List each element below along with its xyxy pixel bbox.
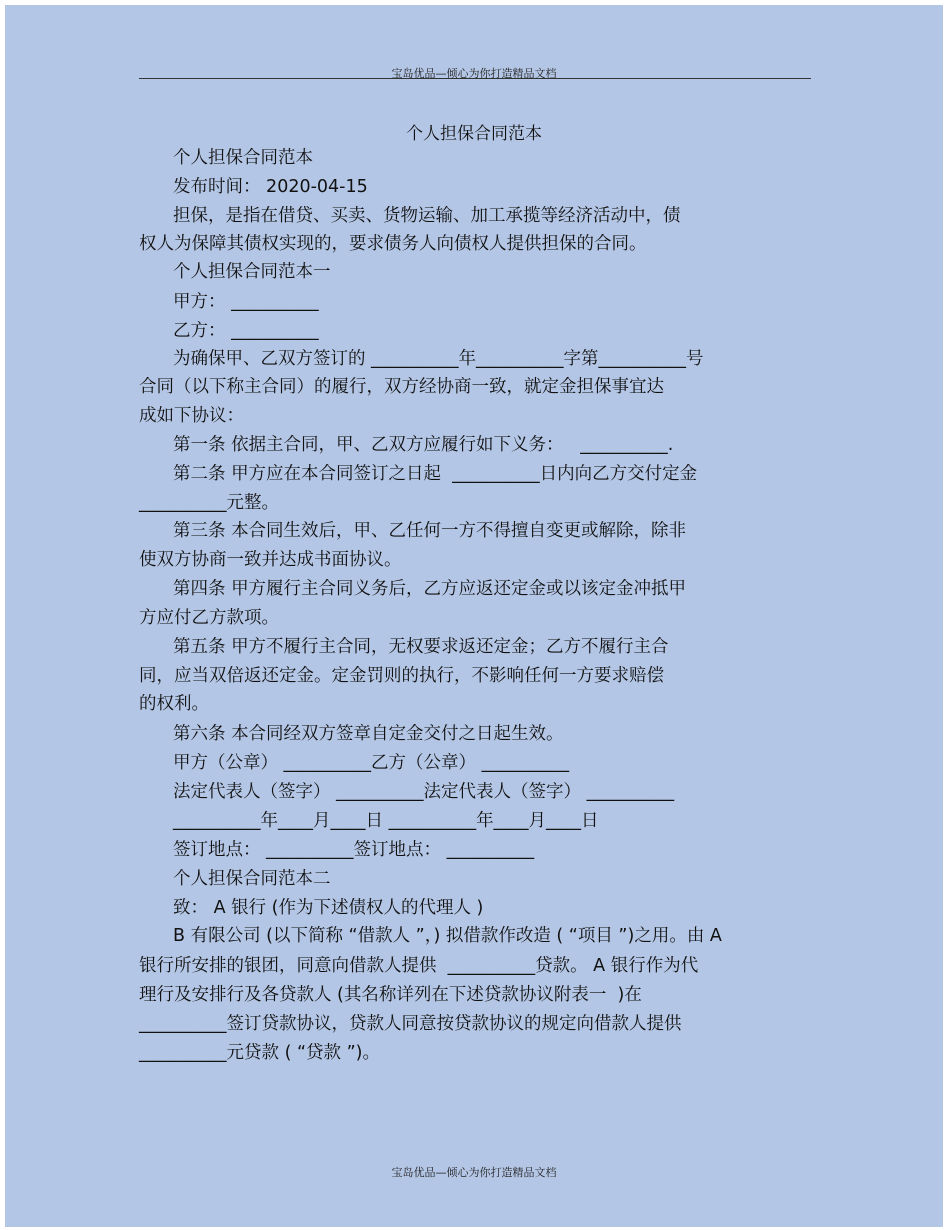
article-line: 第四条 甲方履行主合同义务后，乙方应返还定金或以该定金冲抵甲 [173,579,687,599]
article-line: 第二条 甲方应在本合同签订之日起 __________日内向乙方交付定金 [173,464,698,484]
paragraph-line: 成如下协议： [139,406,244,426]
document-page [5,5,943,1227]
signature-line: 甲方（公章） __________乙方（公章） __________ [173,753,570,773]
article-line: 方应付乙方款项。 [139,608,279,628]
paragraph-line: __________元贷款 ( “贷款 ”)。 [139,1043,380,1063]
article-line: 的权利。 [139,694,209,714]
header-divider [139,78,811,79]
section-heading: 个人担保合同范本二 [173,869,331,889]
date-line: __________年____月____日 __________年____月____日 [173,811,599,831]
article-line: 同，应当双倍返还定金。定金罚则的执行，不影响任何一方要求赔偿 [139,666,664,686]
paragraph-line: B 有限公司 (以下简称 “借款人 ”，) 拟借款作改造 ( “项目 ”)之用。由 A [173,926,722,946]
paragraph-line: 权人为保障其债权实现的，要求债务人向债权人提供担保的合同。 [139,234,647,254]
subtitle-line: 个人担保合同范本 [173,148,313,168]
signature-line: 法定代表人（签字） __________法定代表人（签字） __________ [173,782,675,802]
location-line: 签订地点： __________签订地点： __________ [173,840,535,860]
paragraph-line: 为确保甲、乙双方签订的 __________年__________字第__________号 [173,349,704,369]
document-title: 个人担保合同范本 [406,124,542,144]
page-footer: 宝岛优品—倾心为你打造精品文档 [391,1166,557,1179]
paragraph-line: 理行及安排行及各贷款人 (其名称详列在下述贷款协议附表一 )在 [139,985,642,1005]
article-line: 第一条 依据主合同，甲、乙双方应履行如下义务： __________. [173,435,674,455]
paragraph-line: 致： A 银行 (作为下述债权人的代理人 ) [173,898,484,918]
article-line: 第三条 本合同生效后，甲、乙任何一方不得擅自变更或解除，除非 [173,521,687,541]
page-header: 宝岛优品—倾心为你打造精品文档 [391,67,557,80]
party-a-line: 甲方： __________ [173,292,319,312]
paragraph-line: 银行所安排的银团，同意向借款人提供 __________贷款。 A 银行作为代 [139,956,699,976]
article-line: 第五条 甲方不履行主合同，无权要求返还定金；乙方不履行主合 [173,637,669,657]
party-b-line: 乙方： __________ [173,321,319,341]
article-line: 第六条 本合同经双方签章自定金交付之日起生效。 [173,724,564,744]
article-line: 使双方协商一致并达成书面协议。 [139,550,402,570]
paragraph-line: __________签订贷款协议，贷款人同意按贷款协议的规定向借款人提供 [139,1014,682,1034]
section-heading: 个人担保合同范本一 [173,262,331,282]
publish-date-line: 发布时间： 2020-04-15 [173,177,368,197]
article-line: __________元整。 [139,493,279,513]
paragraph-line: 合同（以下称主合同）的履行，双方经协商一致，就定金担保事宜达 [139,377,664,397]
paragraph-line: 担保，是指在借贷、买卖、货物运输、加工承揽等经济活动中，债 [173,206,681,226]
